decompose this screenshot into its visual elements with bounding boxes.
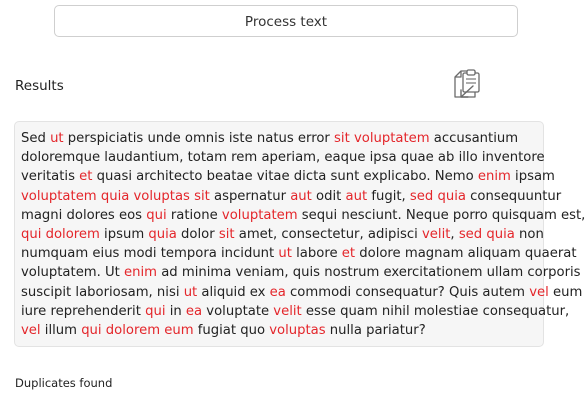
text-segment: commodi consequatur? Quis autem (285, 284, 530, 300)
duplicate-word: et (79, 169, 93, 185)
text-segment: dolor (176, 227, 219, 243)
text-segment: voluptate (202, 303, 274, 319)
text-segment: labore (291, 246, 342, 262)
duplicate-word: voluptatem (221, 207, 298, 223)
text-segment: numquam eius modi tempora incidunt (21, 246, 279, 262)
duplicate-word: sit voluptatem (334, 131, 430, 146)
duplicate-word: qui dolorem (21, 227, 100, 243)
text-segment: sequi nesciunt. Neque porro quisquam est, (297, 207, 585, 223)
text-segment: odit (311, 188, 346, 204)
duplicate-word: sed quia (458, 227, 515, 243)
result-text-line (21, 302, 570, 321)
text-segment: Sed (21, 131, 51, 146)
text-segment: eum (548, 284, 583, 300)
duplicate-word: voluptas (269, 323, 326, 339)
results-heading: Results (15, 78, 64, 94)
text-segment: non (514, 227, 544, 243)
duplicate-word: ut (50, 131, 64, 146)
text-segment: aspernatur (209, 188, 291, 204)
text-segment: fugiat quo (193, 323, 270, 339)
duplicate-word: velit (422, 227, 451, 243)
duplicate-word: ut (278, 246, 292, 262)
results-text-box[interactable] (14, 121, 585, 347)
text-segment: ipsum (99, 227, 149, 243)
text-segment: accusantium (429, 131, 519, 146)
text-segment: suscipit laboriosam, nisi (21, 284, 184, 300)
result-text-line (21, 167, 555, 186)
text-segment: amet, consectetur, adipisci (234, 227, 422, 243)
text-segment: quasi architecto beatae vitae dicta sunt explicabo. Nemo (92, 169, 478, 185)
result-text-line (21, 129, 543, 148)
result-text-line (21, 283, 583, 302)
text-segment: ratione (166, 207, 222, 223)
duplicate-word: qui (145, 303, 166, 319)
text-segment: nulla pariatur? (325, 323, 426, 339)
duplicate-word: enim (477, 169, 511, 185)
text-segment: aliquid ex (197, 284, 270, 300)
text-segment: doloremque laudantium, totam rem aperiam, eaque ipsa quae ab illo inventore (21, 150, 545, 166)
text-segment: veritatis (21, 169, 80, 185)
result-text-line (21, 263, 581, 282)
duplicate-word: voluptatem quia voluptas sit (21, 188, 210, 204)
duplicate-word: sit (218, 227, 235, 243)
text-segment: in (165, 303, 186, 319)
duplicate-word: ea (269, 284, 286, 300)
text-segment: perspiciatis unde omnis iste natus error (63, 131, 335, 146)
text-segment: magni dolores eos (21, 207, 147, 223)
duplicate-word: aut (290, 188, 312, 204)
duplicate-word: enim (124, 265, 158, 281)
duplicate-word: qui (146, 207, 167, 223)
result-text-line (21, 148, 543, 167)
duplicate-word: vel (529, 284, 549, 300)
duplicate-word: vel (21, 323, 41, 339)
duplicate-word: velit (273, 303, 302, 319)
result-text-line (21, 206, 585, 225)
copy-to-clipboard-button[interactable] (452, 66, 484, 102)
process-text-button[interactable]: Process text (54, 5, 518, 37)
result-text-line (21, 187, 562, 206)
result-text-line (21, 244, 577, 263)
result-text-line (21, 321, 543, 340)
text-segment: dolore magnam aliquam quaerat (355, 246, 577, 262)
text-segment: esse quam nihil molestiae consequatur, (301, 303, 570, 319)
text-segment: illum (40, 323, 82, 339)
duplicate-word: qui dolorem eum (81, 323, 194, 339)
duplicate-word: ut (183, 284, 198, 300)
duplicate-word: sed quia (409, 188, 466, 204)
duplicate-word: ea (185, 303, 203, 319)
clipboard-paste-icon (452, 66, 484, 102)
duplicate-word: aut (345, 188, 368, 204)
duplicate-word: et (341, 246, 356, 262)
text-segment: fugit, (367, 188, 410, 204)
text-segment: consequuntur (465, 188, 562, 204)
duplicates-heading: Duplicates found (15, 376, 113, 390)
text-segment: , (450, 227, 459, 243)
text-segment: voluptatem. Ut (21, 265, 125, 281)
result-text-line (21, 225, 543, 244)
text-segment: ad minima veniam, quis nostrum exercitationem ullam corporis (157, 265, 581, 281)
duplicate-word: quia (148, 227, 177, 243)
text-segment: ipsam (510, 169, 555, 185)
text-segment: iure reprehenderit (21, 303, 146, 319)
